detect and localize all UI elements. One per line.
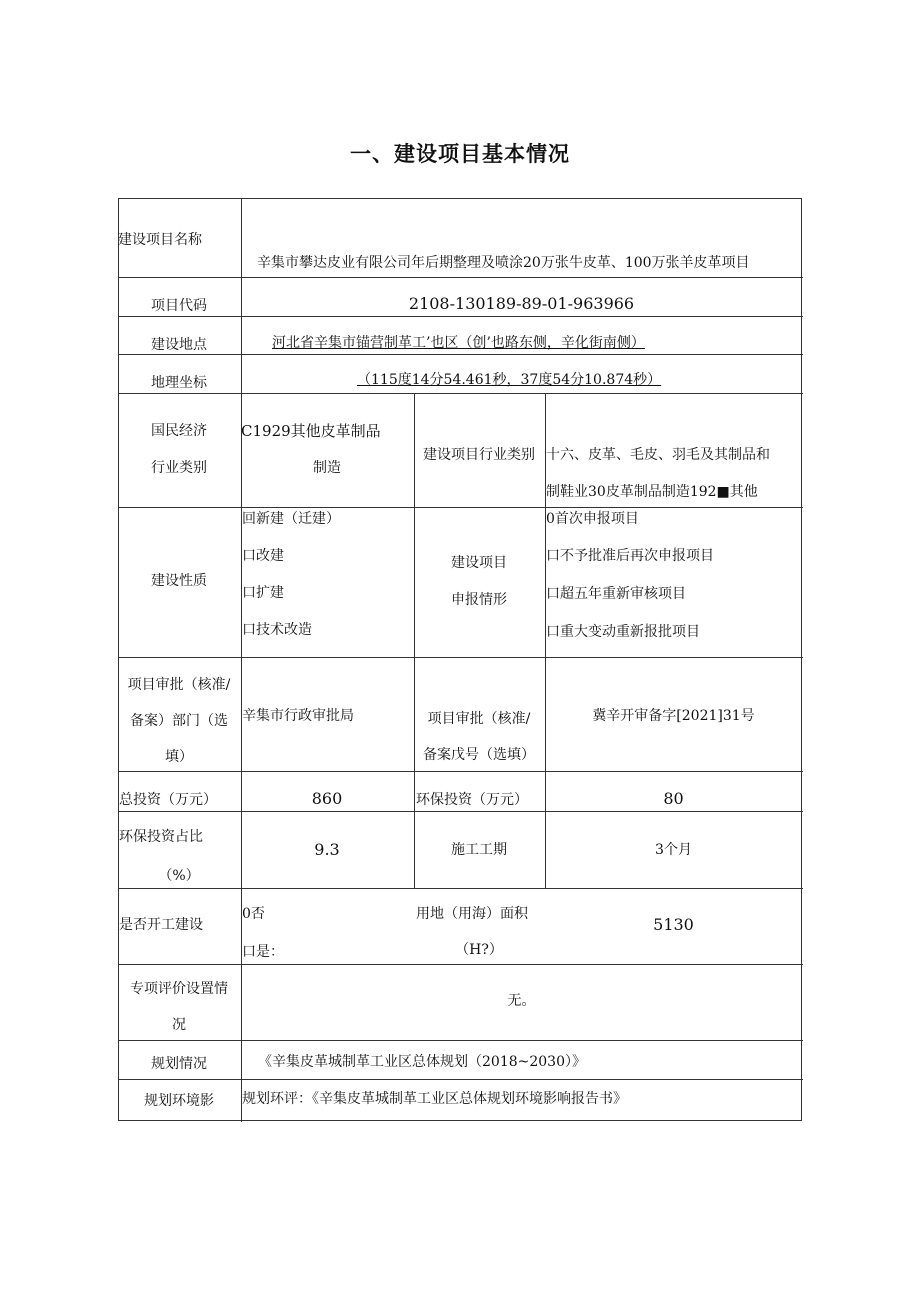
row-divider	[119, 277, 803, 278]
industry-sub-label: 建设项目行业类别	[423, 447, 535, 463]
ratio-label-line1: 环保投资占比	[119, 829, 203, 845]
investment-value: 860	[311, 789, 343, 808]
industry-value-line1: C1929其他皮革制品	[241, 422, 381, 440]
coordinates-value: （115度14分54.461秒，37度54分10.874秒）	[357, 372, 662, 388]
column-divider	[241, 199, 242, 1122]
land-area-label-line1: 用地（用海）面积	[416, 906, 528, 922]
special-eval-label-line2: 况	[172, 1017, 186, 1033]
ratio-value: 9.3	[314, 840, 340, 859]
started-option-no: 0否	[242, 906, 265, 922]
special-eval-value: 无。	[507, 993, 536, 1009]
approval-value: 辛集市行政审批局	[242, 708, 354, 724]
row-divider	[119, 888, 803, 889]
declare-option-resubmit: 口不予批准后再次申报项目	[546, 548, 714, 564]
approval-sub-label-line2: 备案戊号（选填）	[423, 747, 535, 763]
location-value: 河北省辛集市锚营制革工’也区（创’也路东侧，辛化街南侧）	[272, 335, 645, 351]
started-option-yes: 口是：	[242, 944, 284, 960]
industry-sub-value-line1: 十六、皮革、毛皮、羽毛及其制品和	[546, 447, 770, 463]
project-name-value: 辛集市攀达皮业有限公司年后期整理及喷涂20万张牛皮革、100万张羊皮革项目	[257, 255, 750, 271]
row-divider	[119, 393, 803, 394]
approval-sub-label-line1: 项目审批（核准/	[427, 711, 531, 727]
investment-label: 总投资（万元）	[119, 792, 217, 808]
env-investment-label: 环保投资（万元）	[416, 792, 528, 808]
planning-env-value: 规划环评：《辛集皮革城制革工业区总体规划环境影响报告书》	[242, 1091, 627, 1107]
env-investment-value: 80	[663, 789, 684, 808]
construction-period-label: 施工工期	[451, 842, 507, 858]
declare-option-five-year: 口超五年重新审核项目	[546, 586, 686, 602]
project-code-value: 2108-130189-89-01-963966	[408, 294, 635, 313]
row-divider	[119, 1079, 803, 1080]
ratio-label-line2: （%）	[158, 868, 200, 884]
nature-sub-label-line2: 申报情形	[451, 592, 507, 608]
planning-value: 《辛集皮革城制革工业区总体规划（2018~2030）》	[258, 1054, 586, 1070]
special-eval-label-line1: 专项评价设置情	[130, 981, 228, 997]
industry-value-line2: 制造	[313, 460, 341, 476]
row-divider	[119, 811, 803, 812]
land-area-label-line2: （H?）	[455, 942, 503, 958]
declare-option-first: 0首次申报项目	[546, 511, 639, 527]
nature-option-new: 回新建（迁建）	[242, 511, 340, 527]
industry-label-line1: 国民经济	[151, 423, 207, 439]
row-divider	[119, 316, 803, 317]
nature-option-expand: 口扩建	[242, 585, 284, 601]
planning-label: 规划情况	[151, 1056, 207, 1072]
approval-label-line1: 项目审批（核准/	[127, 677, 231, 693]
location-label: 建设地点	[151, 337, 207, 353]
approval-sub-value: 冀辛开审备字[2021]31号	[592, 708, 755, 724]
industry-sub-value-line2: 制鞋业30皮革制品制造192■其他	[546, 484, 758, 500]
construction-period-value: 3个月	[655, 842, 692, 858]
nature-option-tech: 口技术改造	[242, 622, 312, 638]
started-label: 是否开工建设	[119, 917, 203, 933]
column-divider	[414, 393, 415, 888]
row-divider	[119, 771, 803, 772]
row-divider	[119, 1040, 803, 1041]
industry-label-line2: 行业类别	[151, 460, 207, 476]
row-divider	[119, 507, 803, 508]
nature-sub-label-line1: 建设项目	[451, 555, 507, 571]
project-name-label: 建设项目名称	[118, 232, 202, 248]
nature-option-rebuild: 口改建	[242, 548, 284, 564]
project-code-label: 项目代码	[151, 298, 207, 314]
approval-label-line2: 备案）部门（选	[130, 713, 228, 729]
land-area-value: 5130	[653, 915, 694, 934]
row-divider	[119, 657, 803, 658]
page-title: 一、建设项目基本情况	[350, 142, 570, 166]
declare-option-major-change: 口重大变动重新报批项目	[546, 624, 700, 640]
nature-label: 建设性质	[151, 573, 207, 589]
row-divider	[119, 964, 803, 965]
coordinates-label: 地理坐标	[151, 375, 207, 391]
planning-env-label: 规划环境影	[144, 1093, 214, 1109]
approval-label-line3: 填）	[165, 749, 193, 765]
